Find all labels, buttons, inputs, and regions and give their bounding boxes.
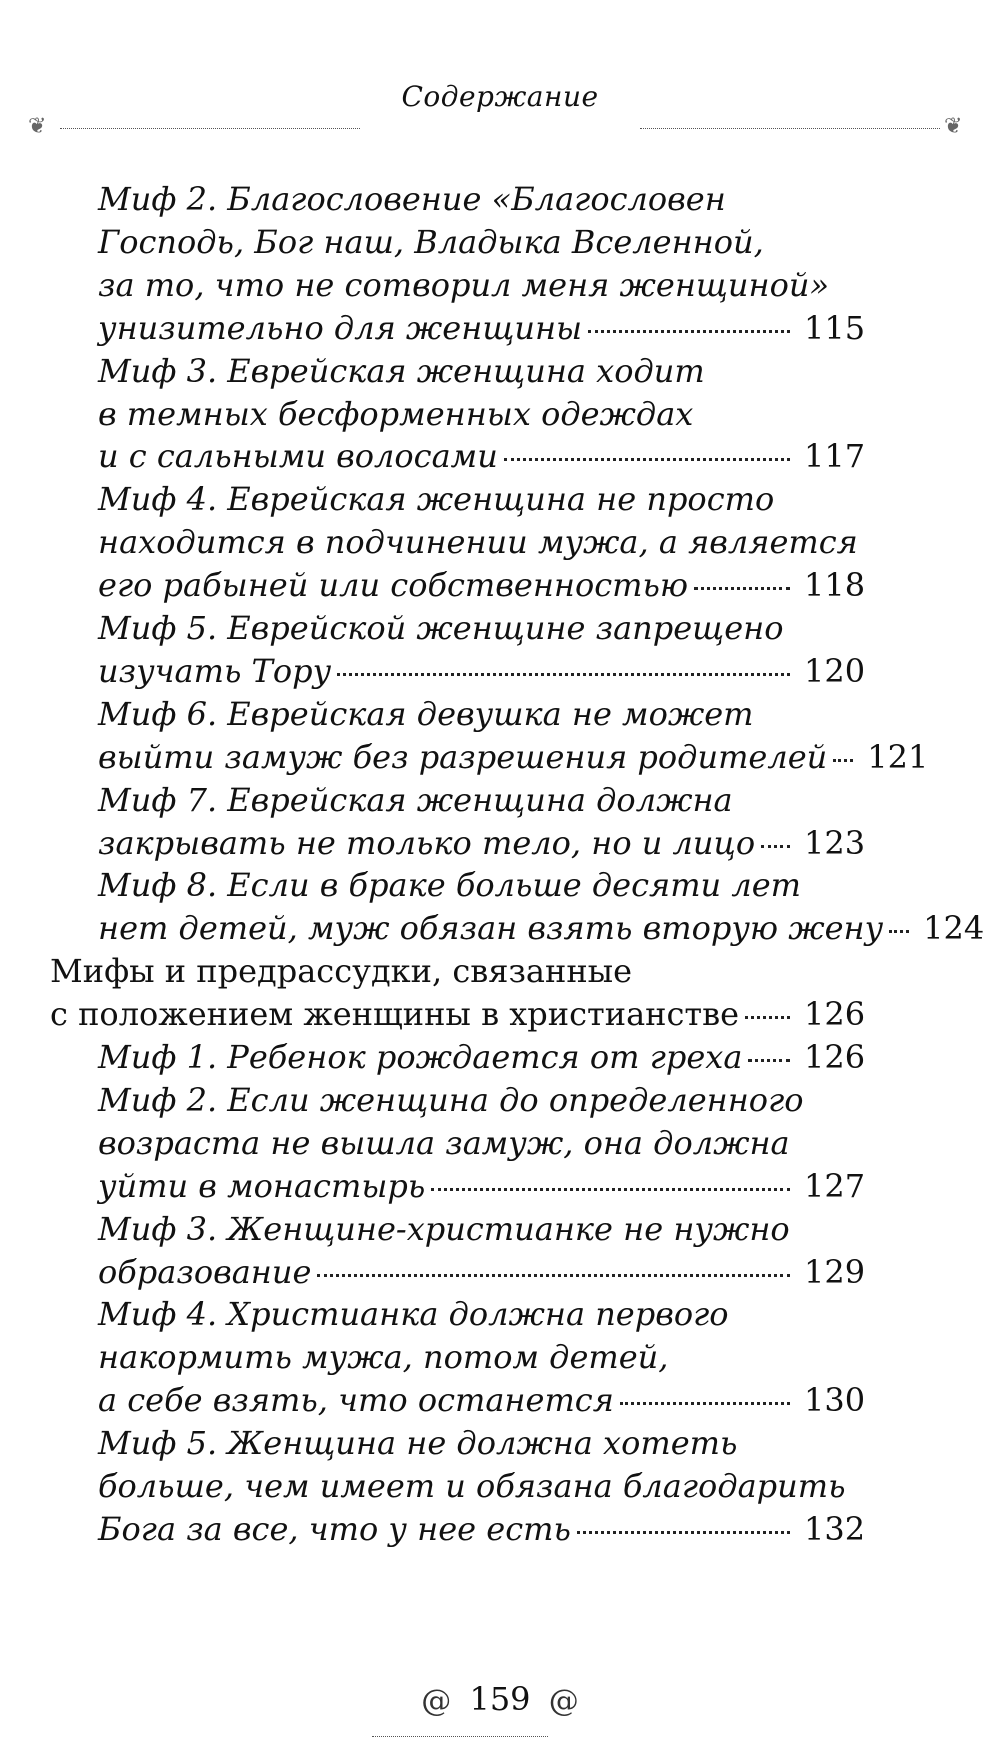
toc-line <box>98 650 866 692</box>
toc-line <box>98 178 860 220</box>
running-header: Содержание <box>401 80 599 113</box>
toc-line-text: Миф 7. Еврейская женщина должна <box>98 780 733 819</box>
toc-page-number: 123 <box>804 823 866 862</box>
toc-page-number: 115 <box>804 308 866 347</box>
toc-line <box>98 907 985 949</box>
toc-page-number: 120 <box>804 651 866 690</box>
toc-line <box>98 435 866 477</box>
toc-line <box>98 1336 860 1378</box>
toc-line-text: Миф 8. Если в браке больше десяти лет <box>98 866 801 905</box>
toc-page-number: 126 <box>804 995 866 1034</box>
toc-page-number: 126 <box>804 1038 866 1076</box>
toc-line <box>98 1079 860 1121</box>
toc-line <box>98 822 866 864</box>
dot-leader <box>620 1392 790 1405</box>
page-footer <box>0 1680 1000 1719</box>
swirl-right-icon: @ <box>548 1684 579 1719</box>
dot-leader <box>748 1049 790 1062</box>
dot-leader <box>431 1178 790 1191</box>
toc-page-number: 129 <box>804 1252 866 1291</box>
page-number: 159 <box>469 1680 531 1718</box>
toc-line-text: находится в подчинении мужа, а является <box>98 523 858 562</box>
dot-leader <box>337 663 790 676</box>
ornament-left-icon: ❦ <box>28 114 47 139</box>
toc-line <box>98 1251 866 1293</box>
toc-line-text: Миф 4. Христианка должна первого <box>98 1295 729 1334</box>
dot-leader <box>745 1006 790 1019</box>
toc-line-text: его рабыней или собственностью <box>98 566 689 605</box>
toc-page-number: 132 <box>804 1509 866 1548</box>
ornament-right-icon: ❦ <box>944 114 963 139</box>
toc-line-text: Миф 4. Еврейская женщина не просто <box>98 480 775 519</box>
toc-line-text: Миф 1. Ребенок рождается от греха <box>98 1038 743 1076</box>
toc-page-number: 121 <box>867 737 929 776</box>
toc-line-text: Господь, Бог наш, Владыка Вселенной, <box>98 222 764 261</box>
dot-leader <box>694 577 790 590</box>
toc-line-text: Миф 5. Еврейской женщине запрещено <box>98 609 784 647</box>
toc-line-text: выйти замуж без разрешения родителей <box>98 737 828 776</box>
toc-line-text: Миф 2. Благословение «Благословен <box>98 180 726 218</box>
toc-line <box>98 264 860 306</box>
toc-line <box>98 1465 860 1507</box>
toc-line <box>98 607 860 649</box>
toc-line-text: уйти в монастырь <box>98 1166 426 1205</box>
dot-leader <box>833 749 853 762</box>
toc-line-text: Мифы и предрассудки, связанные <box>50 952 633 991</box>
dot-leader <box>577 1521 790 1534</box>
toc-line <box>98 736 929 778</box>
toc-line-text: с положением женщины в христианстве <box>50 995 740 1034</box>
dot-leader <box>588 320 790 333</box>
toc-line-text: Миф 2. Если женщина до определенного <box>98 1080 804 1119</box>
toc-line-text: а себе взять, что останется <box>98 1381 614 1420</box>
toc-line <box>98 521 860 563</box>
toc-line <box>98 1208 860 1250</box>
toc-line <box>98 478 860 520</box>
toc-line <box>98 1165 866 1207</box>
toc-line <box>50 950 860 992</box>
toc-line <box>98 1508 866 1550</box>
toc-line <box>98 307 866 349</box>
toc-line-text: и с сальными волосами <box>98 437 498 476</box>
toc-page-number: 130 <box>804 1381 866 1420</box>
toc-line-text: Миф 3. Еврейская женщина ходит <box>98 351 705 390</box>
dot-leader <box>504 448 790 461</box>
toc-line-text: накормить мужа, потом детей, <box>98 1338 669 1377</box>
toc-line <box>98 1293 860 1335</box>
toc-line <box>98 1036 866 1078</box>
swirl-left-icon: @ <box>421 1684 452 1719</box>
footer-rule <box>372 1736 548 1737</box>
toc-line-text: нет детей, муж обязан взять вторую жену <box>98 909 884 948</box>
toc-line-text: изучать Тору <box>98 651 332 690</box>
toc-line <box>98 564 866 606</box>
toc-line <box>98 693 860 735</box>
toc-line-text: унизительно для женщины <box>98 308 583 347</box>
toc-page-number: 118 <box>804 566 866 605</box>
toc-line <box>98 350 860 392</box>
toc-line-text: закрывать не только тело, но и лицо <box>98 823 756 862</box>
toc-line <box>98 1379 866 1421</box>
toc-line-text: в темных бесформенных одеждах <box>98 394 694 433</box>
toc-line-text: за то, что не сотворил меня женщиной» <box>98 265 830 304</box>
toc-line <box>98 779 860 821</box>
toc-line <box>98 1422 860 1464</box>
toc-line <box>50 993 866 1035</box>
toc-line-text: Миф 5. Женщина не должна хотеть <box>98 1424 738 1463</box>
toc-line <box>98 1122 860 1164</box>
toc-line <box>98 864 860 906</box>
toc-line <box>98 393 860 435</box>
toc-page-number: 117 <box>804 437 866 476</box>
toc-line-text: возраста не вышла замуж, она должна <box>98 1123 790 1162</box>
toc-line <box>98 221 860 263</box>
toc-line-text: образование <box>98 1252 312 1291</box>
dot-leader <box>317 1264 790 1277</box>
toc-line-text: Бога за все, что у нее есть <box>98 1509 571 1548</box>
dot-leader <box>761 835 790 848</box>
toc-page-number: 127 <box>804 1166 866 1205</box>
dot-leader <box>889 920 909 933</box>
toc-line-text: Миф 6. Еврейская девушка не может <box>98 694 754 733</box>
toc-line-text: Миф 3. Женщине-христианке не нужно <box>98 1209 790 1248</box>
toc-page-number: 124 <box>923 909 985 948</box>
toc-line-text: больше, чем имеет и обязана благодарить <box>98 1467 846 1505</box>
